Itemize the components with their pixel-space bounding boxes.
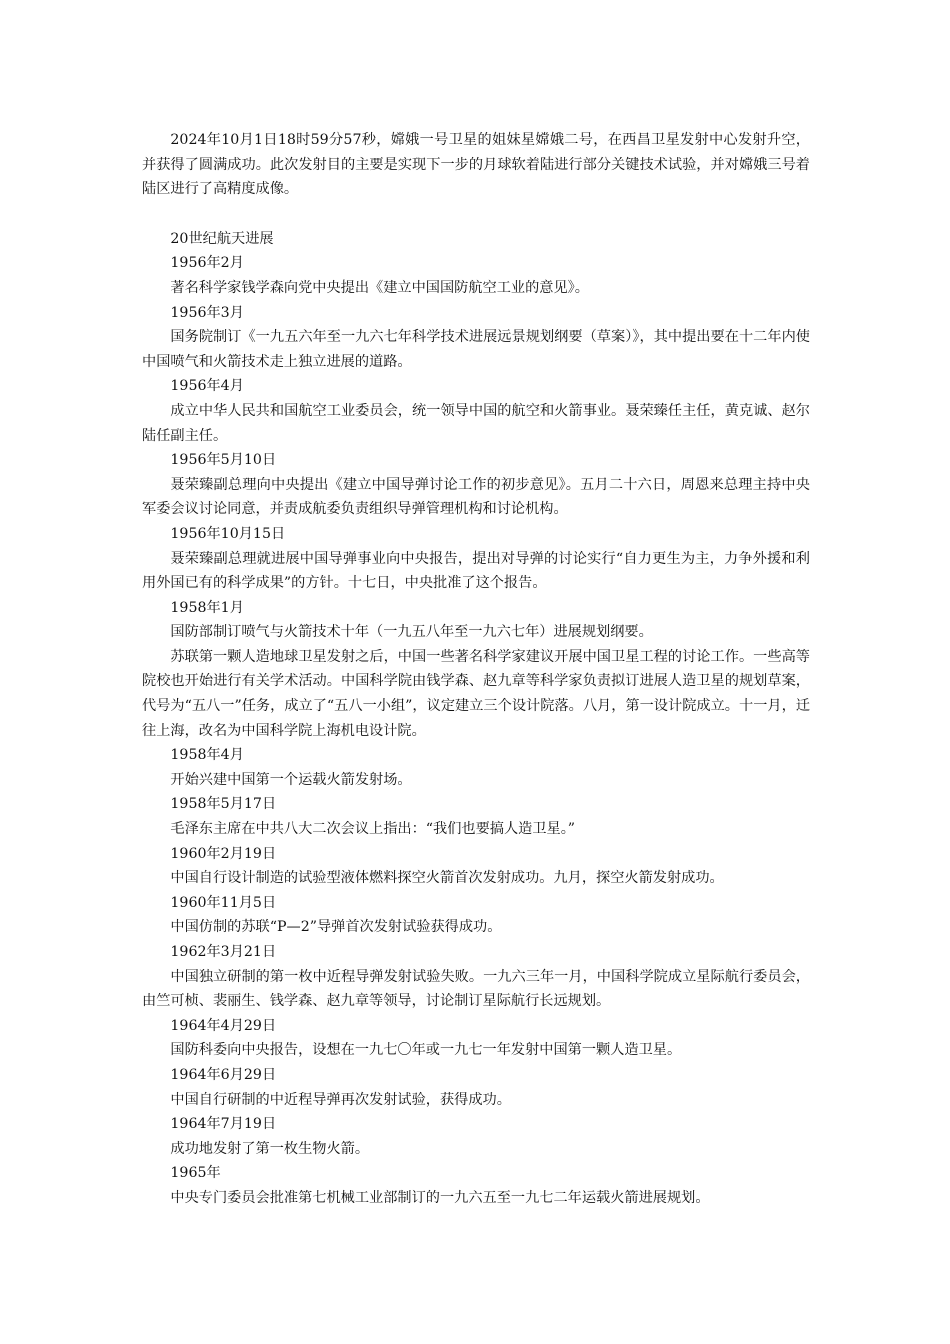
timeline-entries — [142, 251, 810, 1210]
timeline-text: 中国自行设计制造的试验型液体燃料探空火箭首次发射成功。九月，探空火箭发射成功。 — [170, 870, 724, 887]
document-body — [142, 128, 810, 1211]
timeline-date: 1965年 — [170, 1165, 221, 1182]
timeline-text: 著名科学家钱学森向党中央提出《建立中国国防航空工业的意见》。 — [170, 279, 589, 296]
intro-paragraph: 2024年10月1日18时59分57秒，嫦娥一号卫星的姐妹星嫦娥二号，在西昌卫星发射中心发射升空，并获得了圆满成功。此次发射目的主要是实现下一步的月球软着陆进行部分关键技术试验，并对嫦娥三号着陆区进行了高精度成像。 — [142, 132, 810, 198]
timeline-date: 1960年2月19日 — [170, 845, 277, 862]
section-title: 20世纪航天进展 — [170, 230, 274, 247]
timeline-text: 成立中华人民共和国航空工业委员会，统一领导中国的航空和火箭事业。聂荣臻任主任，黄克诚、赵尔陆任副主任。 — [142, 402, 810, 444]
timeline-text: 中国独立研制的第一枚中近程导弹发射试验失败。一九六三年一月，中国科学院成立星际航行委员会，由竺可桢、裴丽生、钱学森、赵九章等领导，讨论制订星际航行长远规划。 — [142, 968, 810, 1010]
timeline-date: 1962年3月21日 — [170, 944, 277, 960]
timeline-text: 苏联第一颗人造地球卫星发射之后，中国一些著名科学家建议开展中国卫星工程的讨论工作。一些高等院校也开始进行有关学术活动。中国科学院由钱学森、赵九章等科学家负责拟订进展人造卫星的规划草案，代号为“五八一”任务，成立了“五八一小组”，议定建立三个设计院落。八月，第一设计院成立。十一月，迁往上海，改名为中国科学院上海机电设计院。 — [142, 648, 810, 739]
timeline-text: 国防科委向中央报告，设想在一九七〇年或一九七一年发射中国第一颗人造卫星。 — [170, 1042, 682, 1059]
timeline-date: 1956年5月10日 — [170, 452, 277, 469]
timeline-text: 国务院制订《一九五六年至一九六七年科学技术进展远景规划纲要（草案）》，其中提出要在十二年内使中国喷气和火箭技术走上独立进展的道路。 — [142, 329, 810, 370]
timeline-text: 毛泽东主席在中共八大二次会议上指出：“我们也要搞人造卫星。” — [170, 821, 576, 838]
timeline-text: 聂荣臻副总理向中央提出《建立中国导弹讨论工作的初步意见》。五月二十六日，周恩来总理主持中央军委会议讨论同意，并责成航委负责组织导弹管理机构和讨论机构。 — [142, 476, 810, 518]
timeline-date: 1964年4月29日 — [170, 1017, 277, 1034]
timeline-date: 1956年10月15日 — [170, 525, 286, 542]
timeline-date: 1958年4月 — [170, 747, 244, 764]
timeline-date: 1964年6月29日 — [170, 1066, 277, 1083]
timeline-text: 聂荣臻副总理就进展中国导弹事业向中央报告，提出对导弹的讨论实行“自力更生为主，力争外援和利用外国已有的科学成果”的方针。十七日，中央批准了这个报告。 — [142, 550, 810, 592]
timeline-date: 1958年1月 — [170, 599, 244, 616]
timeline-text: 中国仿制的苏联“P—2”导弹首次发射试验获得成功。 — [170, 919, 502, 936]
timeline-text: 国防部制订喷气与火箭技术十年（一九五八年至一九六七年）进展规划纲要。 — [170, 624, 653, 641]
timeline-text: 中国自行研制的中近程导弹再次发射试验，获得成功。 — [170, 1091, 511, 1108]
timeline-text: 开始兴建中国第一个运载火箭发射场。 — [170, 771, 412, 788]
timeline-text: 中央专门委员会批准第七机械工业部制订的一九六五至一九七二年运载火箭进展规划。 — [170, 1189, 710, 1206]
timeline-date: 1960年11月5日 — [170, 894, 277, 911]
timeline-text: 成功地发射了第一枚生物火箭。 — [170, 1140, 370, 1157]
timeline-date: 1964年7月19日 — [170, 1116, 277, 1133]
timeline-date: 1956年3月 — [170, 304, 244, 321]
timeline-date: 1956年4月 — [170, 378, 244, 395]
timeline-date: 1958年5月17日 — [170, 796, 277, 813]
timeline-date: 1956年2月 — [170, 255, 244, 272]
